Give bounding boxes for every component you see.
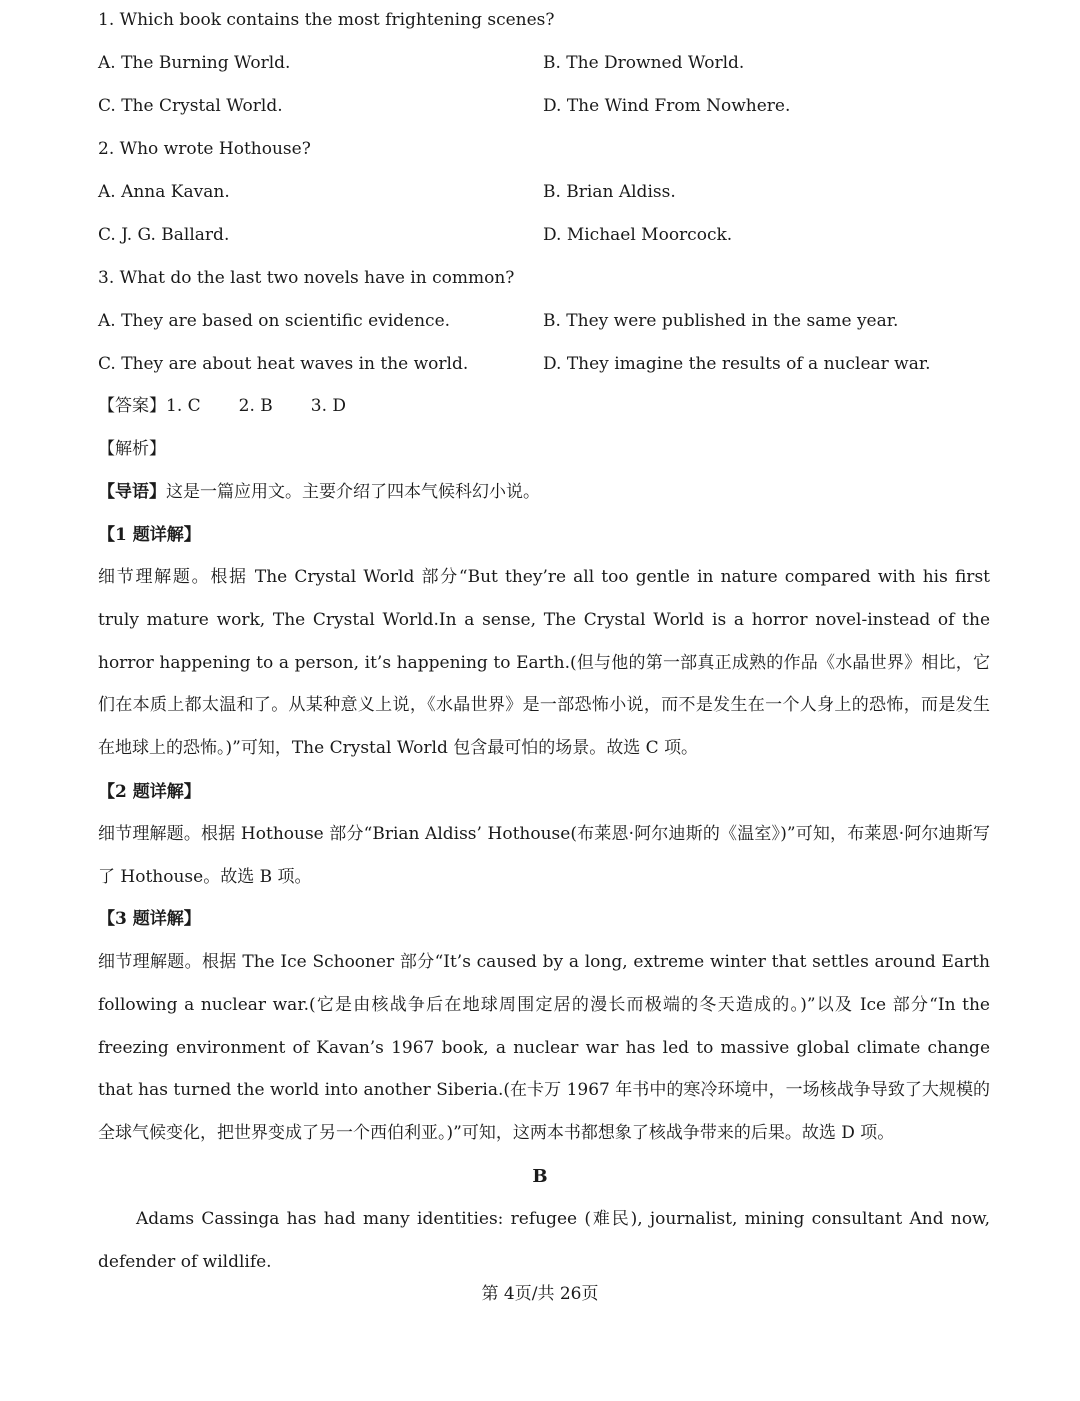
intro-line	[98, 482, 540, 502]
section-b-title: B	[532, 1166, 548, 1187]
question-3-option-c: C. They are about heat waves in the world.	[98, 354, 469, 374]
detail-2-text: 细节理解题。根据 Hothouse 部分“Brian Aldiss’ Hothouse(布莱恩·阿尔迪斯的《温室》)”可知，布莱恩·阿尔迪斯写了 Hothouse。故选 B 项。	[98, 824, 990, 887]
section-b-paragraph: Adams Cassinga has had many identities: refugee (难民), journalist, mining consultant And now, defender of wildlife.	[98, 1209, 990, 1272]
detail-2-label: 【2 题详解】	[98, 782, 201, 802]
question-2-stem: 2. Who wrote Hothouse?	[98, 139, 311, 159]
answer-line	[98, 396, 346, 416]
answer-label: 【答案】	[98, 396, 166, 416]
question-3-option-b: B. They were published in the same year.	[543, 311, 899, 331]
intro-text: 这是一篇应用文。主要介绍了四本气候科幻小说。	[166, 482, 540, 502]
detail-1-label: 【1 题详解】	[98, 525, 201, 545]
question-1-option-b: B. The Drowned World.	[543, 53, 745, 73]
detail-3-text: 细节理解题。根据 The Ice Schooner 部分“It’s caused by a long, extreme winter that settles around Earth following a nuclear war.(它是由核战争后在地球周围定居的漫长而极端的冬天造成的。)”以及 Ice 部分“In the freezing environment of Kavan’s 1967 book, a nuclear war has led to massive global climate change that has turned the world into another Siberia.(在卡万 1967 年书中的寒冷环境中，一场核战争导致了大规模的全球气候变化，把世界变成了另一个西伯利亚。)”可知，这两本书都想象了核战争带来的后果。故选 D 项。	[98, 952, 990, 1144]
question-1-option-a: A. The Burning World.	[98, 53, 291, 73]
question-2-option-a: A. Anna Kavan.	[98, 182, 230, 202]
question-3-option-d: D. They imagine the results of a nuclear war.	[543, 354, 931, 374]
question-3-option-a: A. They are based on scientific evidence.	[98, 311, 451, 331]
intro-label: 【导语】	[98, 482, 166, 502]
answer-3: 3. D	[310, 396, 347, 416]
question-2-option-c: C. J. G. Ballard.	[98, 225, 230, 245]
answer-2: 2. B	[238, 396, 273, 416]
question-1-option-c: C. The Crystal World.	[98, 96, 283, 116]
question-1-stem: 1. Which book contains the most frightening scenes?	[98, 10, 555, 30]
detail-3-label: 【3 题详解】	[98, 909, 201, 929]
analysis-label: 【解析】	[98, 439, 166, 459]
page-footer: 第 4页/共 26页	[481, 1284, 599, 1304]
detail-1-text: 细节理解题。根据 The Crystal World 部分“But they’re all too gentle in nature compared with his first truly mature work, The Crystal World.In a sense, The Crystal World is a horror novel-instead of the horror happening to a person, it’s happening to Earth.(但与他的第一部真正成熟的作品《水晶世界》相比，它们在本质上都太温和了。从某种意义上说，《水晶世界》是一部恐怖小说，而不是发生在一个人身上的恐怖，而是发生在地球上的恐怖。)”可知，The Crystal World 包含最可怕的场景。故选 C 项。	[98, 567, 990, 759]
question-2-option-b: B. Brian Aldiss.	[543, 182, 676, 202]
question-1-option-d: D. The Wind From Nowhere.	[543, 96, 791, 116]
answer-1: 1. C	[166, 396, 201, 416]
question-2-option-d: D. Michael Moorcock.	[543, 225, 733, 245]
question-3-stem: 3. What do the last two novels have in common?	[98, 268, 515, 288]
